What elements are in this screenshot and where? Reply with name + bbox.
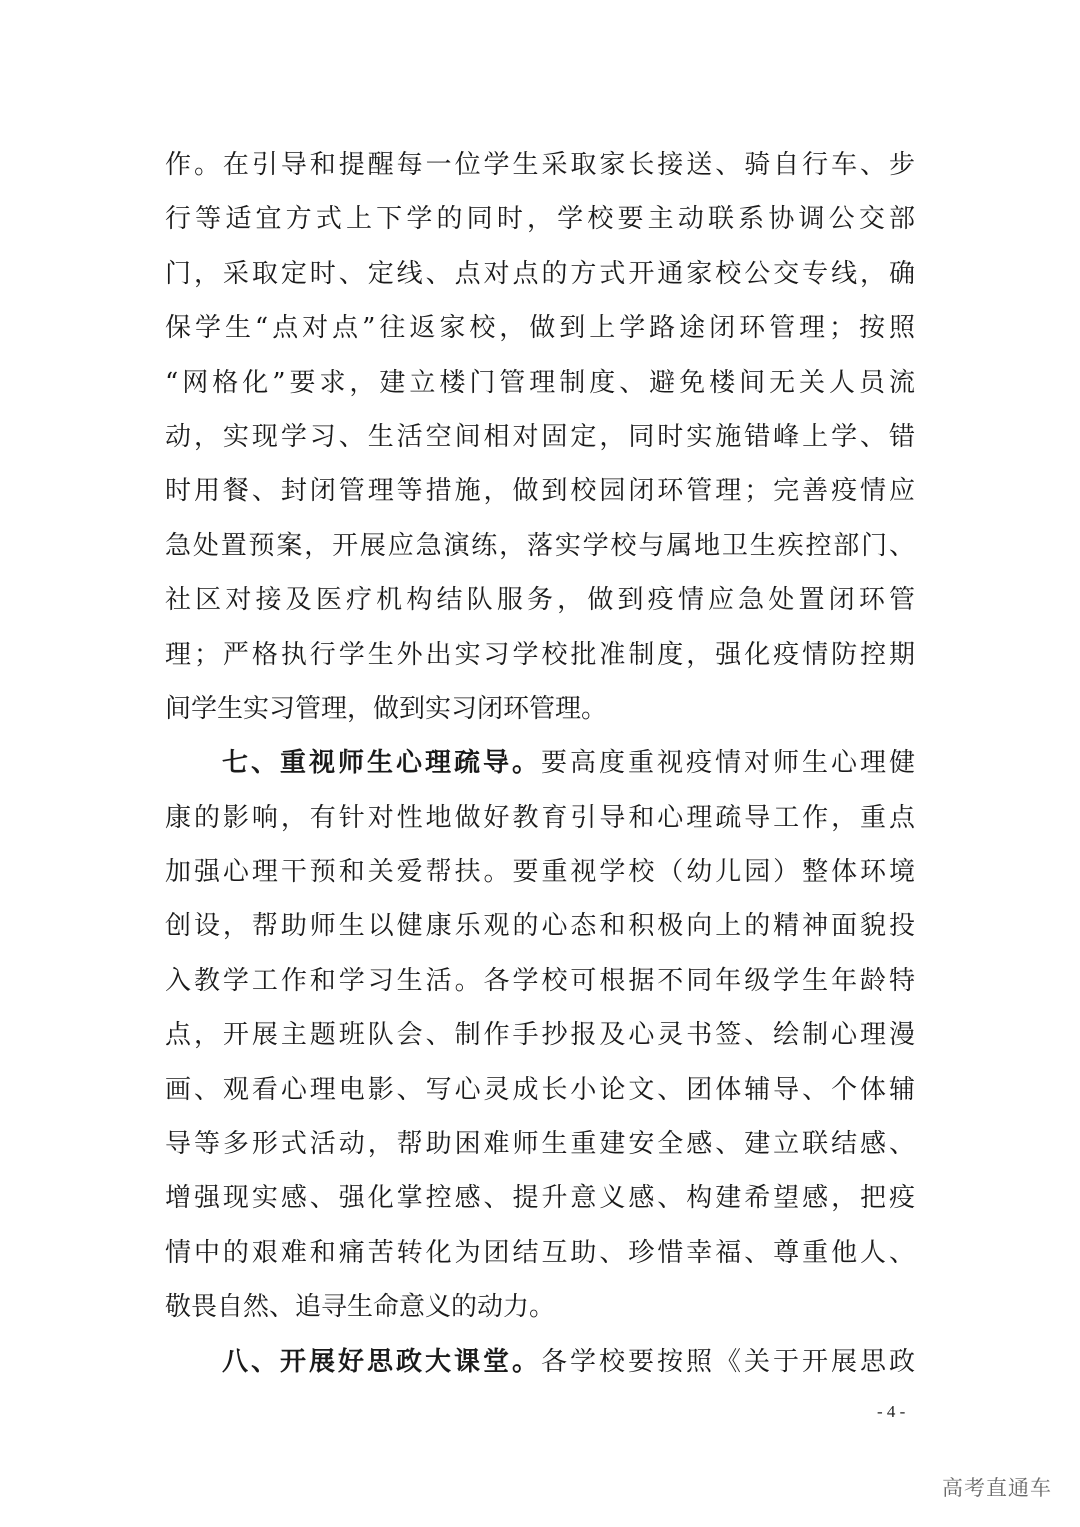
text-line: 急处置预案，开展应急演练，落实学校与属地卫生疾控部门、	[165, 530, 915, 561]
paragraph-psychological-counseling	[165, 736, 915, 1334]
text-span: 要高度重视疫情对师生心理健	[541, 748, 915, 779]
text-line: 间学生实习管理，做到实习闭环管理。	[165, 693, 608, 724]
text-line: 导等多形式活动，帮助困难师生重建安全感、建立联结感、	[165, 1129, 915, 1160]
text-line: “网格化”要求，建立楼门管理制度、避免楼间无关人员流	[165, 367, 915, 398]
watermark: 高考直通车	[942, 1476, 1052, 1500]
text-line: 保学生“点对点”往返家校，做到上学路途闭环管理；按照	[165, 313, 915, 344]
section-heading: 八、开展好思政大课堂。	[222, 1346, 541, 1377]
text-line: 入教学工作和学习生活。各学校可根据不同年级学生年龄特	[165, 965, 915, 996]
paragraph-closed-loop	[165, 138, 915, 736]
text-line: 理；严格执行学生外出实习学校批准制度，强化疫情防控期	[165, 639, 915, 670]
text-line	[165, 736, 915, 790]
text-line: 时用餐、封闭管理等措施，做到校园闭环管理；完善疫情应	[165, 476, 915, 507]
text-line: 加强心理干预和关爱帮扶。要重视学校（幼儿园）整体环境	[165, 857, 915, 888]
text-line: 增强现实感、强化掌控感、提升意义感、构建希望感，把疫	[165, 1183, 915, 1214]
page-number: - 4 -	[877, 1402, 906, 1421]
text-line: 情中的艰难和痛苦转化为团结互助、珍惜幸福、尊重他人、	[165, 1237, 915, 1268]
section-heading: 七、重视师生心理疏导。	[222, 748, 541, 779]
text-line: 敬畏自然、追寻生命意义的动力。	[165, 1292, 556, 1323]
text-line: 作。在引导和提醒每一位学生采取家长接送、骑自行车、步	[165, 150, 915, 180]
text-span: 各学校要按照《关于开展思政	[541, 1346, 915, 1377]
text-line: 点，开展主题班队会、制作手抄报及心灵书签、绘制心理漫	[165, 1020, 915, 1051]
text-line: 社区对接及医疗机构结队服务，做到疫情应急处置闭环管	[165, 585, 915, 616]
document-body	[165, 138, 915, 1389]
text-line: 画、观看心理电影、写心灵成长小论文、团体辅导、个体辅	[165, 1074, 915, 1105]
text-line: 动，实现学习、生活空间相对固定，同时实施错峰上学、错	[165, 421, 915, 452]
paragraph-ideological-class	[165, 1335, 915, 1389]
text-line: 门，采取定时、定线、点对点的方式开通家校公交专线，确	[165, 258, 915, 289]
text-line: 康的影响，有针对性地做好教育引导和心理疏导工作，重点	[165, 802, 915, 833]
text-line: 创设，帮助师生以健康乐观的心态和积极向上的精神面貌投	[165, 911, 915, 942]
text-line: 行等适宜方式上下学的同时，学校要主动联系协调公交部	[165, 204, 915, 235]
text-line	[165, 1335, 915, 1389]
